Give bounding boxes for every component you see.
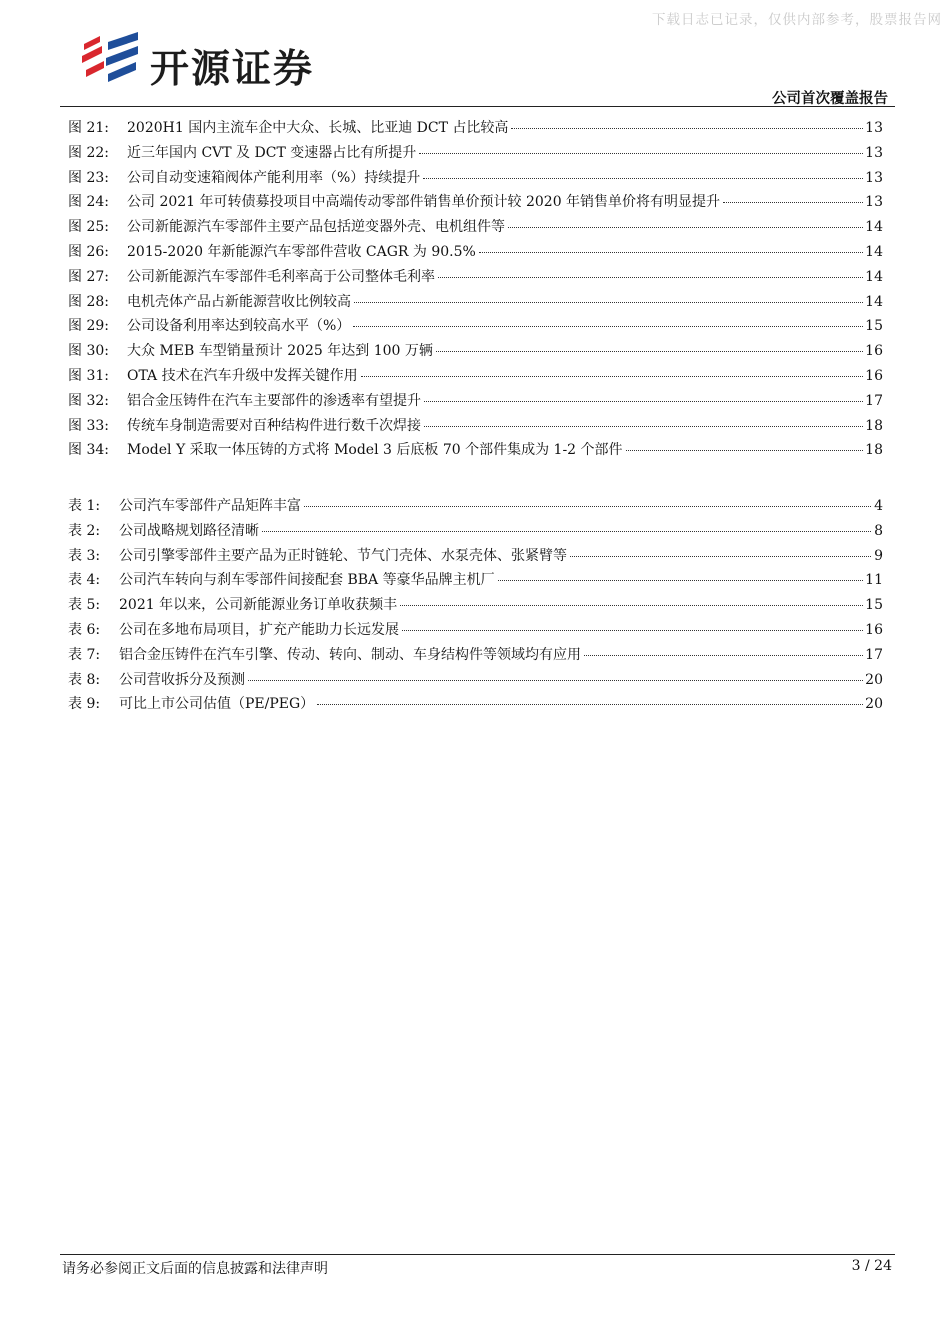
entry-title: 2015-2020 年新能源汽车零部件营收 CAGR 为 90.5%: [127, 243, 476, 260]
entry-label: 图 34:: [68, 442, 109, 459]
entry-label: 表 4:: [68, 572, 101, 589]
brand-name: 开源证券: [150, 47, 315, 92]
dot-leader: [424, 426, 863, 427]
header-divider: [60, 106, 895, 107]
entry-title: 公司营收拆分及预测: [119, 671, 245, 688]
dot-leader: [436, 351, 863, 352]
table-index-list: [68, 495, 883, 718]
dot-leader: [479, 252, 863, 253]
entry-title: 公司 2021 年可转债募投项目中高端传动零部件销售单价预计较 2020 年销售单价将有明显提升: [127, 194, 721, 211]
report-type-label: 公司首次覆盖报告: [772, 91, 888, 107]
dot-leader: [354, 302, 863, 303]
toc-entry-table-7[interactable]: [68, 644, 883, 669]
entry-page-number: 14: [865, 293, 883, 310]
dot-leader: [626, 450, 864, 451]
entry-page-number: 18: [865, 442, 883, 459]
entry-label: 图 31:: [68, 367, 109, 384]
entry-title: 2021 年以来，公司新能源业务订单收获频丰: [119, 597, 398, 614]
footer-divider: [60, 1254, 895, 1255]
entry-page-number: 13: [865, 144, 883, 161]
entry-page-number: 13: [865, 120, 883, 136]
entry-page-number: 13: [865, 194, 883, 211]
entry-page-number: 14: [865, 243, 883, 260]
entry-label: 表 1:: [68, 498, 101, 514]
toc-entry-figure-32[interactable]: [68, 390, 883, 415]
dot-leader: [723, 202, 863, 203]
entry-label: 表 2:: [68, 522, 101, 539]
dot-leader: [570, 556, 871, 557]
entry-title: Model Y 采取一体压铸的方式将 Model 3 后底板 70 个部件集成为 1-2 个部件: [127, 442, 623, 459]
entry-page-number: 17: [865, 392, 883, 409]
entry-title: 公司战略规划路径清晰: [119, 522, 259, 539]
entry-page-number: 4: [874, 498, 883, 514]
entry-page-number: 16: [865, 367, 883, 384]
entry-label: 表 3:: [68, 547, 101, 564]
entry-page-number: 17: [865, 646, 883, 663]
entry-label: 图 21:: [68, 120, 109, 136]
toc-entry-table-6[interactable]: [68, 619, 883, 644]
toc-entry-table-2[interactable]: [68, 520, 883, 545]
entry-title: 公司引擎零部件主要产品为正时链轮、节气门壳体、水泵壳体、张紧臂等: [119, 547, 567, 564]
dot-leader: [423, 178, 863, 179]
toc-entry-table-9[interactable]: [68, 693, 883, 718]
dot-leader: [498, 580, 864, 581]
figure-index-list: [68, 117, 883, 464]
watermark: 下载日志已记录，仅供内部参考，股票报告网: [652, 12, 942, 28]
toc-entry-table-5[interactable]: [68, 594, 883, 619]
dot-leader: [400, 605, 863, 606]
dot-leader: [353, 326, 863, 327]
entry-page-number: 20: [865, 671, 883, 688]
entry-label: 图 26:: [68, 243, 109, 260]
toc-entry-figure-29[interactable]: [68, 315, 883, 340]
entry-page-number: 9: [874, 547, 883, 564]
entry-page-number: 14: [865, 219, 883, 236]
entry-title: OTA 技术在汽车升级中发挥关键作用: [127, 367, 358, 384]
entry-label: 表 5:: [68, 597, 101, 614]
footer-disclaimer: 请务必参阅正文后面的信息披露和法律声明: [62, 1261, 328, 1277]
entry-label: 图 23:: [68, 169, 109, 186]
entry-title: 大众 MEB 车型销量预计 2025 年达到 100 万辆: [127, 343, 433, 360]
entry-label: 表 7:: [68, 646, 101, 663]
entry-label: 图 27:: [68, 268, 109, 285]
entry-label: 图 32:: [68, 392, 109, 409]
entry-page-number: 14: [865, 268, 883, 285]
dot-leader: [304, 506, 871, 507]
entry-title: 铝合金压铸件在汽车主要部件的渗透率有望提升: [127, 392, 421, 409]
entry-label: 图 24:: [68, 194, 109, 211]
dot-leader: [361, 376, 864, 377]
dot-leader: [248, 680, 863, 681]
entry-label: 图 22:: [68, 144, 109, 161]
entry-label: 图 29:: [68, 318, 109, 335]
dot-leader: [262, 531, 871, 532]
entry-page-number: 20: [865, 696, 883, 713]
entry-label: 表 9:: [68, 696, 101, 713]
entry-label: 图 28:: [68, 293, 109, 310]
entry-title: 公司新能源汽车零部件主要产品包括逆变器外壳、电机组件等: [127, 219, 505, 236]
entry-page-number: 8: [874, 522, 883, 539]
dot-leader: [424, 401, 863, 402]
toc-entry-table-3[interactable]: [68, 545, 883, 570]
entry-title: 近三年国内 CVT 及 DCT 变速器占比有所提升: [127, 144, 417, 161]
dot-leader: [508, 227, 863, 228]
entry-title: 公司汽车零部件产品矩阵丰富: [119, 498, 301, 514]
toc-entry-figure-31[interactable]: [68, 365, 883, 390]
toc-entry-table-8[interactable]: [68, 669, 883, 694]
dot-leader: [511, 128, 863, 129]
toc-entry-figure-33[interactable]: [68, 415, 883, 440]
entry-title: 公司汽车转向与刹车零部件间接配套 BBA 等豪华品牌主机厂: [119, 572, 495, 589]
logo-mark-icon: [80, 32, 142, 88]
entry-title: 电机壳体产品占新能源营收比例较高: [127, 293, 351, 310]
entry-page-number: 15: [865, 318, 883, 335]
entry-page-number: 15: [865, 597, 883, 614]
entry-title: 公司新能源汽车零部件毛利率高于公司整体毛利率: [127, 268, 435, 285]
dot-leader: [402, 630, 863, 631]
entry-title: 公司设备利用率达到较高水平（%）: [127, 318, 351, 335]
dot-leader: [438, 277, 863, 278]
toc-entry-figure-30[interactable]: [68, 340, 883, 365]
entry-title: 传统车身制造需要对百种结构件进行数千次焊接: [127, 417, 421, 434]
entry-page-number: 11: [865, 572, 883, 589]
toc-entry-figure-21[interactable]: [68, 117, 883, 142]
entry-label: 图 30:: [68, 343, 109, 360]
toc-entry-table-1[interactable]: [68, 495, 883, 520]
toc-entry-figure-27[interactable]: [68, 266, 883, 291]
toc-entry-figure-22[interactable]: [68, 142, 883, 167]
toc-entry-figure-34[interactable]: [68, 439, 883, 464]
entry-title: 公司自动变速箱阀体产能利用率（%）持续提升: [127, 169, 421, 186]
entry-title: 2020H1 国内主流车企中大众、长城、比亚迪 DCT 占比较高: [127, 120, 509, 136]
toc-entry-table-4[interactable]: [68, 569, 883, 594]
entry-page-number: 18: [865, 417, 883, 434]
entry-label: 表 6:: [68, 621, 101, 638]
toc-entry-figure-24[interactable]: [68, 191, 883, 216]
entry-title: 铝合金压铸件在汽车引擎、传动、转向、制动、车身结构件等领域均有应用: [119, 646, 581, 663]
toc-entry-figure-23[interactable]: [68, 167, 883, 192]
dot-leader: [584, 655, 863, 656]
toc-entry-figure-26[interactable]: [68, 241, 883, 266]
dot-leader: [419, 153, 863, 154]
entry-page-number: 16: [865, 343, 883, 360]
entry-title: 可比上市公司估值（PE/PEG）: [119, 696, 315, 713]
page-indicator: 3 / 24: [851, 1258, 892, 1274]
entry-label: 图 33:: [68, 417, 109, 434]
entry-label: 图 25:: [68, 219, 109, 236]
entry-label: 表 8:: [68, 671, 101, 688]
dot-leader: [317, 704, 863, 705]
entry-page-number: 16: [865, 621, 883, 638]
toc-entry-figure-25[interactable]: [68, 216, 883, 241]
entry-title: 公司在多地布局项目，扩充产能助力长远发展: [119, 621, 399, 638]
toc-entry-figure-28[interactable]: [68, 291, 883, 316]
entry-page-number: 13: [865, 169, 883, 186]
